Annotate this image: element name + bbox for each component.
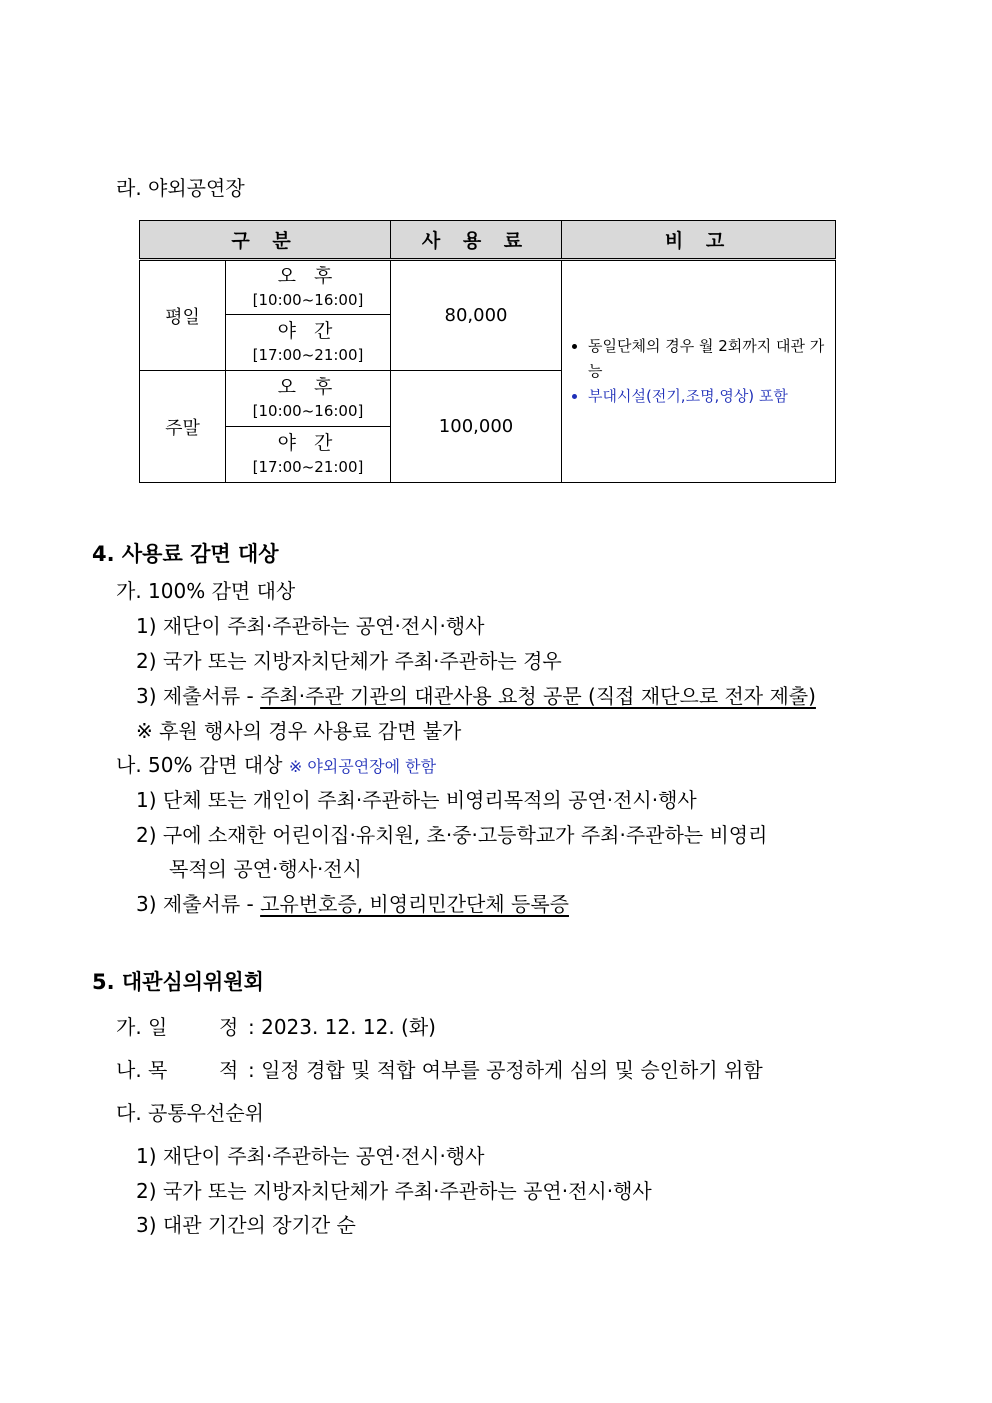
submission-docs: 주최·주관 기관의 대관사용 요청 공문 (직접 재단으로 전자 제출) [260, 684, 816, 708]
slot-name: 야 간 [277, 431, 339, 454]
section5-na-label-a: 나. 목 [116, 1058, 168, 1082]
weekend-price: 100,000 [391, 371, 562, 483]
section5-da-title: 다. 공통우선순위 [116, 1101, 264, 1125]
header-category: 구 분 [140, 221, 391, 260]
section4-ga-title: 가. 100% 감면 대상 [116, 579, 296, 603]
slot-time: [17:00~21:00] [252, 345, 364, 364]
slot-name: 야 간 [277, 319, 339, 342]
list-item: 1) 재단이 주최·주관하는 공연·전시·행사 [136, 614, 485, 638]
weekday-label: 평일 [140, 260, 226, 371]
na-title-text: 나. 50% 감면 대상 [116, 753, 283, 777]
list-item: 1) 재단이 주최·주관하는 공연·전시·행사 [136, 1144, 485, 1168]
slot-name: 오 후 [277, 264, 339, 287]
slot-time: [10:00~16:00] [252, 290, 364, 309]
header-fee: 사 용 료 [391, 221, 562, 260]
slot-time: [10:00~16:00] [252, 401, 364, 420]
notes-cell [562, 260, 836, 483]
section5-na-label-b: 적 [219, 1058, 239, 1082]
list-item: 2) 국가 또는 지방자치단체가 주최·주관하는 경우 [136, 649, 562, 673]
weekday-afternoon-cell [226, 260, 391, 315]
slot-time: [17:00~21:00] [252, 457, 364, 476]
list-item [136, 680, 816, 709]
weekday-price: 80,000 [391, 260, 562, 371]
slot-name: 오 후 [277, 375, 339, 398]
item-prefix: 3) 제출서류 - [136, 684, 261, 708]
weekend-afternoon-cell [226, 371, 391, 427]
fee-table-header-row [140, 221, 836, 260]
section5-title: 5. 대관심의위원회 [92, 970, 264, 994]
weekday-night-cell [226, 315, 391, 371]
weekend-night-cell [226, 427, 391, 483]
section5-ga-label-a: 가. 일 [116, 1015, 168, 1039]
submission-docs: 고유번호증, 비영리민간단체 등록증 [260, 892, 569, 916]
list-item-continuation: 목적의 공연·행사·전시 [169, 857, 362, 881]
fee-table [139, 220, 836, 483]
item-prefix: 3) 제출서류 - [136, 892, 261, 916]
section-ra-title: 라. 야외공연장 [116, 176, 245, 200]
header-note: 비 고 [562, 221, 836, 260]
list-item: 3) 대관 기간의 장기간 순 [136, 1213, 356, 1237]
section5-ga-value: : 2023. 12. 12. (화) [248, 1015, 436, 1039]
section5-na-value: : 일정 경합 및 적합 여부를 공정하게 심의 및 승인하기 위함 [248, 1058, 763, 1082]
section4-na-title [116, 749, 436, 778]
list-item: 1) 단체 또는 개인이 주최·주관하는 비영리목적의 공연·전시·행사 [136, 788, 697, 812]
note-item: • 부대시설(전기,조명,영상) 포함 [588, 384, 829, 409]
note-item: • 동일단체의 경우 월 2회까지 대관 가능 [588, 334, 829, 384]
list-item: 2) 구에 소재한 어린이집·유치원, 초·중·고등학교가 주최·주관하는 비영리 [136, 823, 768, 847]
table-row [140, 260, 836, 315]
weekend-label: 주말 [140, 371, 226, 483]
section4-title: 4. 사용료 감면 대상 [92, 542, 279, 566]
list-item: 2) 국가 또는 지방자치단체가 주최·주관하는 공연·전시·행사 [136, 1179, 652, 1203]
na-title-note: ※ 야외공연장에 한함 [288, 757, 437, 776]
list-item [136, 888, 569, 917]
section5-ga-label-b: 정 [219, 1015, 239, 1039]
note-text: ※ 후원 행사의 경우 사용료 감면 불가 [136, 719, 462, 743]
